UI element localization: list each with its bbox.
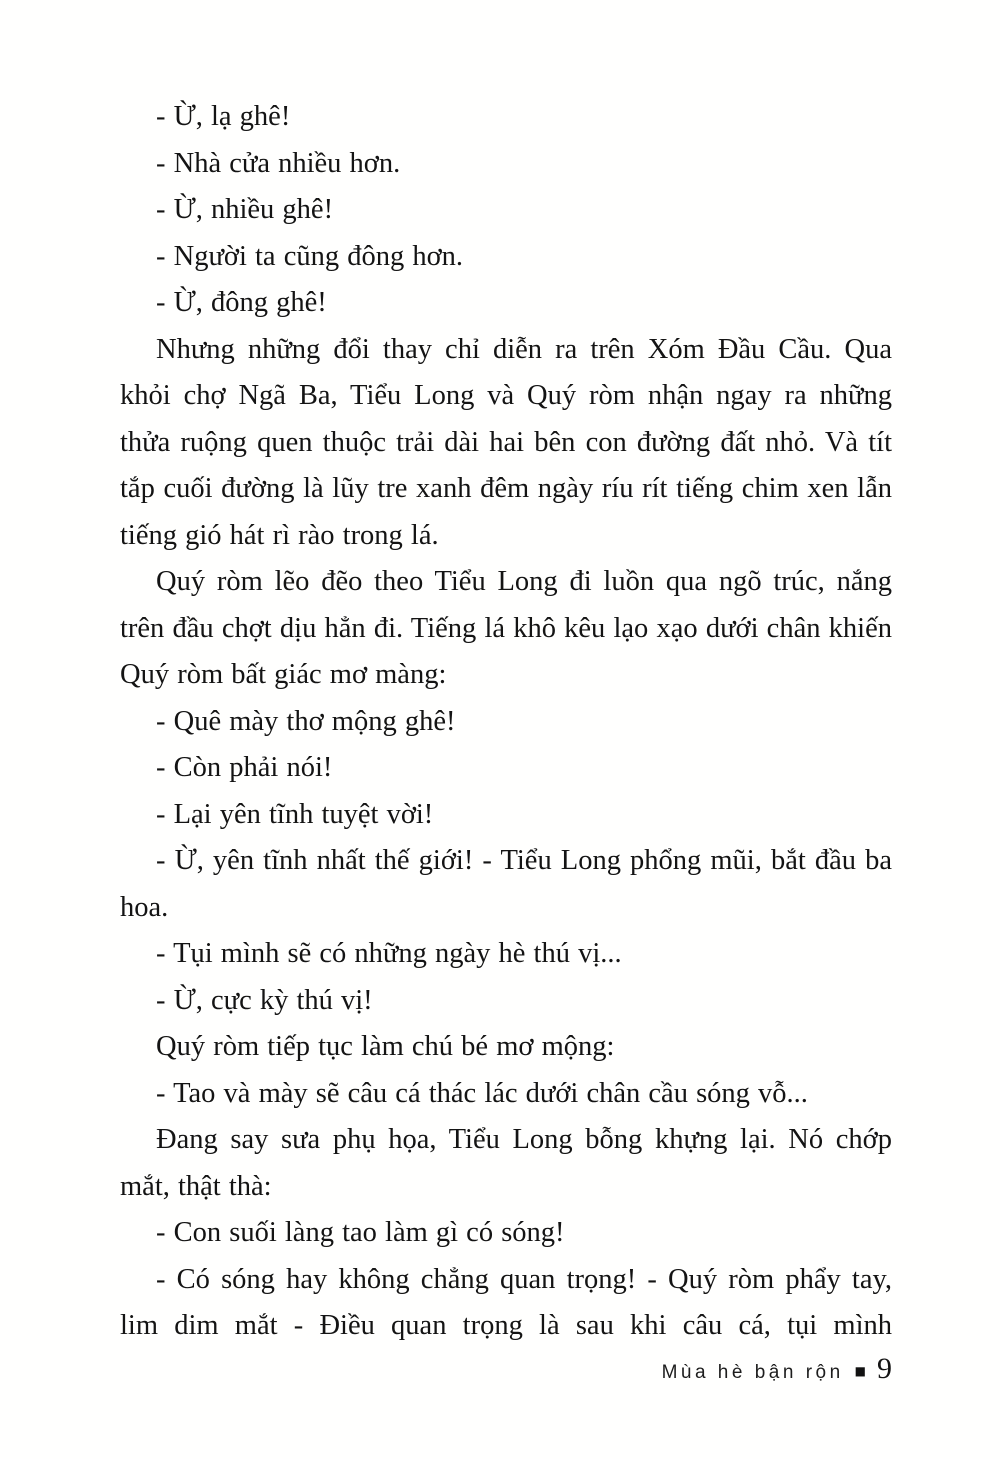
dialogue-line: - Ừ, yên tĩnh nhất thế giới! - Tiểu Long phổng mũi, bắt đầu ba hoa.: [120, 845, 892, 923]
dialogue-line: - Nhà cửa nhiều hơn.: [156, 147, 401, 179]
running-title: Mùa hè bận rộn: [661, 1362, 844, 1383]
paragraph: Đang say sưa phụ họa, Tiểu Long bỗng khựng lại. Nó chớp mắt, thật thà:: [120, 1124, 892, 1202]
dialogue-line: - Tao và mày sẽ câu cá thác lác dưới chân cầu sóng vỗ...: [156, 1077, 808, 1109]
dialogue-line: - Ừ, cực kỳ thú vị!: [156, 984, 373, 1016]
square-bullet-icon: ■: [854, 1364, 866, 1378]
dialogue-line: - Ừ, lạ ghê!: [156, 101, 291, 132]
dialogue-line: - Tụi mình sẽ có những ngày hè thú vị...: [156, 938, 622, 969]
dialogue-line: - Ừ, đông ghê!: [156, 287, 327, 318]
dialogue-line: - Ừ, nhiều ghê!: [156, 194, 334, 225]
page-text: [120, 94, 892, 1350]
paragraph: Nhưng những đổi thay chỉ diễn ra trên Xóm Đầu Cầu. Qua khỏi chợ Ngã Ba, Tiểu Long và Quý ròm nhận ngay ra những thửa ruộng quen thuộc trải dài hai bên con đường đất nhỏ. Và tít tắp cuối đường là lũy tre xanh đêm ngày ríu rít tiếng chim xen lẫn tiếng gió hát rì rào trong lá.: [120, 333, 892, 551]
dialogue-line: - Còn phải nói!: [156, 752, 333, 783]
dialogue-line: - Có sóng hay không chẳng quan trọng! - Quý ròm phẩy tay, lim dim mắt - Điều quan trọng là sau khi câu cá, tụi mình: [120, 1263, 892, 1341]
page-footer: [120, 1352, 892, 1386]
page-number: 9: [877, 1352, 892, 1385]
dialogue-line: - Con suối làng tao làm gì có sóng!: [156, 1217, 565, 1248]
paragraph: Quý ròm lẽo đẽo theo Tiểu Long đi luồn qua ngõ trúc, nắng trên đầu chợt dịu hẳn đi. Tiếng lá khô kêu lạo xạo dưới chân khiến Quý ròm bất giác mơ màng:: [120, 566, 892, 690]
dialogue-line: - Quê mày thơ mộng ghê!: [156, 705, 456, 737]
paragraph: Quý ròm tiếp tục làm chú bé mơ mộng:: [156, 1031, 615, 1062]
dialogue-line: - Lại yên tĩnh tuyệt vời!: [156, 798, 434, 830]
dialogue-line: - Người ta cũng đông hơn.: [156, 240, 464, 272]
